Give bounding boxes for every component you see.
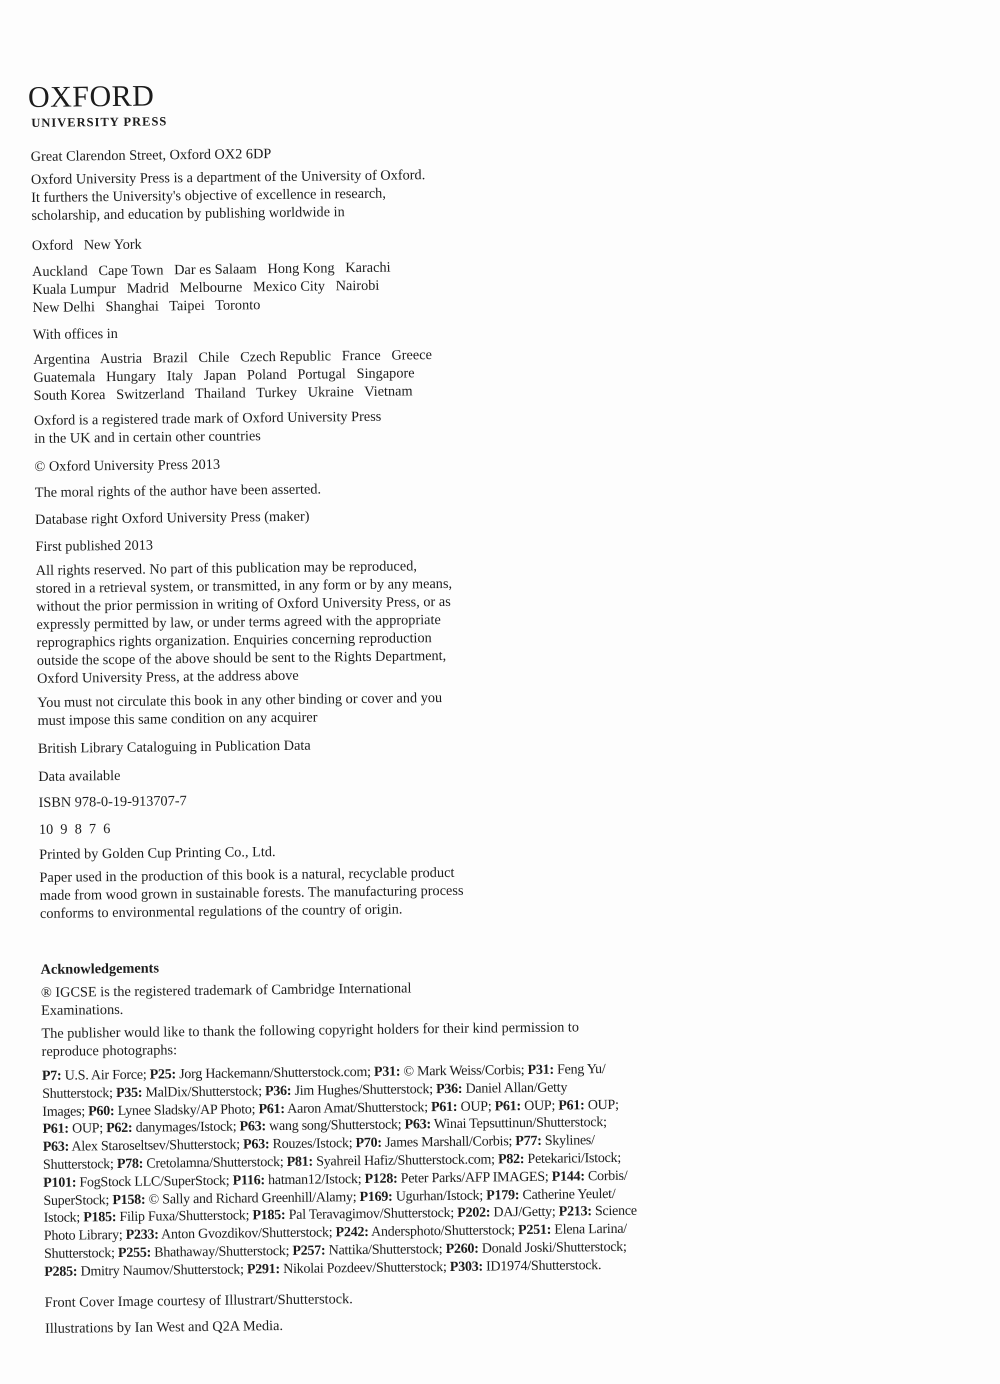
credit-text: Jim Hughes/Shutterstock; [291, 1081, 437, 1099]
credit-page-ref: P35: [115, 1085, 143, 1101]
credit-text: Skylines/ [541, 1133, 595, 1150]
credit-text: Anton Gvozdikov/Shutterstock; [158, 1225, 336, 1243]
credit-text: Science [591, 1204, 637, 1220]
text-line: The moral rights of the author have been asserted. [34, 481, 322, 501]
text-line: Oxford New York [31, 236, 142, 254]
credit-text: Daniel Allan/Getty [462, 1080, 568, 1097]
text-line: It furthers the University's objective of excellence in research, [31, 185, 386, 206]
cities-list [32, 259, 391, 317]
cover-credit [45, 1290, 353, 1312]
credit-text: Lynee Sladsky/AP Photo; [114, 1101, 259, 1119]
credit-text: Ugurhan/Istock; [392, 1188, 487, 1205]
paper-notice [39, 864, 463, 923]
thanks-paragraph [41, 1018, 579, 1061]
countries-list [33, 346, 432, 405]
credit-text: Shutterstock; [42, 1085, 117, 1102]
acknowledgements-heading [41, 959, 160, 978]
text-line: Front Cover Image courtesy of Illustrart/Shutterstock. [44, 1291, 353, 1311]
credit-page-ref: P31: [527, 1062, 554, 1078]
credit-page-ref: P233: [125, 1227, 159, 1244]
credit-text: Photo Library; [43, 1228, 126, 1245]
credit-text: © Mark Weiss/Corbis; [400, 1062, 528, 1080]
text-line: British Library Cataloguing in Publication Data [37, 737, 311, 757]
text-line: expressly permitted by law, or under terms agreed with the appropriate [36, 612, 441, 633]
credit-page-ref: P77: [515, 1134, 542, 1150]
credit-page-ref: P78: [116, 1156, 144, 1173]
credit-page-ref: P101: [43, 1175, 77, 1191]
copyright-line [34, 456, 220, 476]
moral-rights [35, 480, 321, 501]
credit-text: Dmitry Naumov/Shutterstock; [77, 1262, 248, 1280]
credit-text: Petekarici/Istock; [524, 1150, 622, 1168]
credit-page-ref: P63: [404, 1117, 431, 1133]
text-line: New Delhi Shanghai Taipei Toronto [32, 297, 261, 316]
credit-text: U.S. Air Force; [61, 1067, 150, 1084]
text-line: Illustrations by Ian West and Q2A Media. [44, 1318, 284, 1337]
text-line: Great Clarendon Street, Oxford OX2 6DP [30, 146, 272, 165]
text-line: Oxford University Press is a department of the University of Oxford. [30, 167, 426, 188]
text-line: reprographics rights organization. Enquiries concerning reproduction [36, 630, 432, 651]
credit-text: SuperStock; [43, 1192, 113, 1209]
text-line: Guatemala Hungary Italy Japan Poland Portugal Singapore [33, 365, 415, 386]
isbn [38, 792, 186, 812]
address [31, 145, 272, 166]
text-line: South Korea Switzerland Thailand Turkey Ukraine Vietnam [33, 383, 413, 404]
credit-text: OUP; [457, 1098, 495, 1115]
credit-text: MalDix/Shutterstock; [142, 1083, 266, 1101]
credit-text: Feng Yu/ [553, 1062, 606, 1078]
text-line: © Oxford University Press 2013 [34, 456, 221, 475]
text-line: Argentina Austria Brazil Chile Czech Republic France Greece [33, 347, 432, 368]
text-line: Oxford University Press, at the address above [36, 667, 299, 687]
credit-page-ref: P7: [41, 1068, 62, 1084]
credit-text: OUP; [520, 1098, 559, 1114]
database-right [35, 508, 310, 529]
text-line: With offices in [32, 325, 118, 343]
credit-page-ref: P25: [149, 1067, 177, 1083]
cataloguing [38, 737, 311, 758]
credit-page-ref: P63: [239, 1119, 266, 1135]
credit-page-ref: P61: [558, 1097, 585, 1114]
igcse-trademark [41, 979, 412, 1020]
text-line: 10 9 8 7 6 [38, 821, 111, 838]
credit-text: Shutterstock; [44, 1245, 119, 1262]
credit-page-ref: P36: [435, 1081, 463, 1097]
text-line: conforms to environmental regulations of the country of origin. [39, 901, 403, 922]
credit-text: hatman12/Istock; [264, 1171, 365, 1188]
credit-page-ref: P144: [551, 1169, 585, 1185]
credit-page-ref: P185: [252, 1208, 286, 1224]
credit-page-ref: P116: [232, 1172, 265, 1189]
credit-text: FogStock LLC/SuperStock; [76, 1173, 233, 1191]
data-available [38, 767, 120, 786]
credit-text: Filip Fuxa/Shutterstock; [116, 1208, 253, 1226]
credit-text: Istock; [43, 1210, 84, 1227]
credit-text: Rouzes/Istock; [269, 1136, 356, 1153]
credit-page-ref: P291: [246, 1261, 281, 1278]
text-line: Oxford is a registered trade mark of Oxford University Press [33, 408, 382, 429]
credit-text: James Marshall/Corbis; [381, 1134, 516, 1151]
text-line: made from wood grown in sustainable forests. The manufacturing process [39, 882, 464, 904]
illustrations-credit [45, 1317, 283, 1338]
credit-page-ref: P63: [243, 1137, 270, 1153]
photo-credits [42, 1061, 638, 1282]
credit-page-ref: P128: [364, 1171, 398, 1187]
credit-text: Images; [42, 1103, 89, 1120]
credit-text: © Sally and Richard Greenhill/Alamy; [145, 1189, 360, 1208]
text-line: Printed by Golden Cup Printing Co., Ltd. [39, 844, 276, 863]
offices-label [33, 325, 118, 344]
credit-page-ref: P285: [44, 1264, 78, 1280]
credit-text: Jorg Hackemann/Shutterstock.com; [175, 1064, 375, 1083]
credit-page-ref: P60: [88, 1103, 115, 1119]
credit-page-ref: P260: [445, 1241, 479, 1257]
credit-text: Peter Parks/AFP IMAGES; [397, 1169, 552, 1187]
text-line: Kuala Lumpur Madrid Melbourne Mexico City Nairobi [32, 277, 380, 298]
credit-text: Catherine Yeulet/ [519, 1186, 616, 1203]
credit-text: Nikolai Pozdeev/Shutterstock; [279, 1259, 450, 1277]
credit-page-ref: P179: [486, 1187, 520, 1204]
credit-page-ref: P63: [42, 1139, 70, 1156]
credit-page-ref: P202: [457, 1205, 491, 1222]
text-line: outside the scope of the above should be sent to the Rights Department, [36, 647, 447, 669]
text-line: Acknowledgements [40, 960, 160, 978]
credit-text: danymages/Istock; [132, 1119, 240, 1137]
credit-page-ref: P257: [292, 1243, 326, 1259]
credit-text: Andersphoto/Shutterstock; [368, 1223, 519, 1241]
credit-text: Bhathaway/Shutterstock; [150, 1243, 293, 1261]
credit-page-ref: P255: [117, 1245, 152, 1261]
credit-page-ref: P70: [355, 1135, 382, 1152]
credit-page-ref: P303: [449, 1259, 483, 1275]
trademark-notice [34, 408, 382, 448]
first-published [35, 537, 153, 556]
print-line [39, 820, 111, 839]
text-line: Examinations. [41, 1001, 124, 1019]
text-line: reproduce photographs: [41, 1042, 178, 1060]
text-line: The publisher would like to thank the following copyright holders for their kind permission to [41, 1019, 580, 1042]
rights-paragraph [36, 557, 454, 688]
credit-page-ref: P185: [83, 1210, 117, 1226]
credit-page-ref: P36: [264, 1083, 292, 1099]
text-line: must impose this same condition on any acquirer [37, 709, 318, 729]
credit-text: Donald Joski/Shutterstock; [478, 1239, 627, 1257]
credit-page-ref: P158: [112, 1192, 146, 1208]
credit-page-ref: P61: [258, 1101, 285, 1117]
credit-page-ref: P82: [497, 1152, 525, 1168]
text-line: ® IGCSE is the registered trademark of Cambridge International [40, 980, 412, 1001]
about-paragraph [31, 166, 426, 225]
credit-text: wang song/Shutterstock; [265, 1117, 405, 1135]
credit-page-ref: P213: [558, 1204, 592, 1220]
credit-page-ref: P62: [106, 1121, 133, 1137]
credit-page-ref: P81: [286, 1154, 314, 1170]
text-line: Data available [38, 767, 121, 785]
credit-text: Elena Larina/ [551, 1221, 627, 1238]
text-line: in the UK and in certain other countries [34, 428, 261, 447]
text-line: All rights reserved. No part of this publication may be reproduced, [35, 558, 417, 579]
credit-page-ref: P169: [359, 1189, 393, 1205]
credit-page-ref: P242: [335, 1225, 369, 1241]
text-line: scholarship, and education by publishing worldwide in [31, 204, 345, 224]
text-line: without the prior permission in writing of Oxford University Press, or as [36, 593, 451, 615]
credit-text: Winai Tepsuttinun/Shutterstock; [430, 1115, 607, 1133]
credit-page-ref: P61: [430, 1099, 458, 1115]
oxford-logo-subtitle: UNIVERSITY PRESS [31, 114, 168, 130]
circulation-notice [37, 689, 442, 730]
credit-text: OUP; [68, 1121, 107, 1137]
text-line: Auckland Cape Town Dar es Salaam Hong Kong Karachi [32, 259, 391, 280]
credit-page-ref: P251: [518, 1222, 552, 1239]
credit-text: Shutterstock; [42, 1157, 117, 1173]
credit-text: Cretolamna/Shutterstock; [143, 1154, 287, 1172]
credit-text: Alex Staroseltsev/Shutterstock; [68, 1137, 244, 1155]
credit-page-ref: P31: [373, 1064, 401, 1080]
credit-text: Aaron Amat/Shutterstock; [284, 1099, 432, 1117]
text-line: stored in a retrieval system, or transmitted, in any form or by any means, [35, 575, 453, 597]
credit-text: OUP; [584, 1097, 619, 1113]
credit-text: DAJ/Getty; [490, 1204, 559, 1221]
credit-text: Syahreil Hafiz/Shutterstock.com; [312, 1152, 499, 1170]
credit-page-ref: P61: [42, 1121, 69, 1138]
text-line: Database right Oxford University Press (maker) [35, 508, 310, 528]
credit-text: Pal Teravagimov/Shutterstock; [285, 1206, 458, 1224]
credit-text: Nattika/Shutterstock; [325, 1241, 446, 1259]
text-line: First published 2013 [35, 537, 154, 555]
printer [39, 843, 275, 864]
main-cities [32, 236, 142, 255]
text-line: You must not circulate this book in any other binding or cover and you [37, 690, 443, 711]
oxford-logo: OXFORD [27, 79, 155, 115]
text-line: ISBN 978-0-19-913707-7 [38, 793, 187, 811]
credit-text: ID1974/Shutterstock. [482, 1257, 602, 1275]
credit-text: Corbis/ [584, 1168, 628, 1185]
credit-page-ref: P61: [494, 1098, 521, 1114]
text-line: Paper used in the production of this book is a natural, recyclable product [39, 864, 455, 886]
